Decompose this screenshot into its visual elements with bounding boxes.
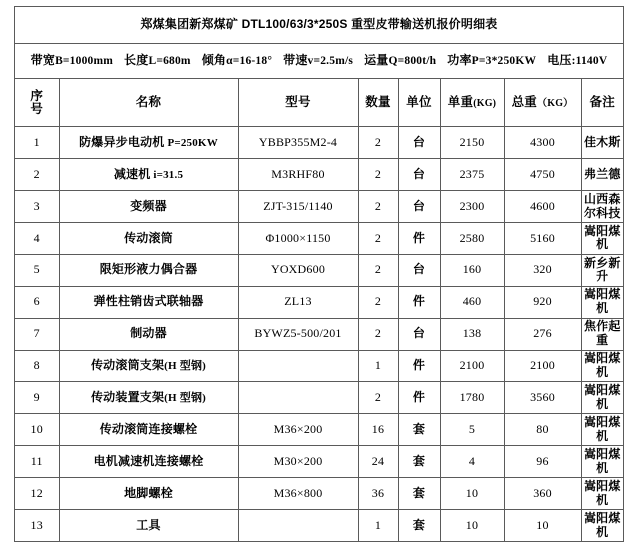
cell-quantity: 24 xyxy=(358,446,398,478)
cell-quantity: 16 xyxy=(358,414,398,446)
cell-name xyxy=(59,318,238,350)
cell-unit: 套 xyxy=(398,478,440,510)
cell-name xyxy=(59,382,238,414)
cell-model xyxy=(238,382,358,414)
cell-remark: 嵩阳煤机 xyxy=(581,382,623,414)
cell-quantity: 2 xyxy=(358,159,398,191)
cell-name-main: 弹性柱销齿式联轴器 xyxy=(93,294,204,309)
cell-index: 10 xyxy=(15,414,59,446)
cell-index: 11 xyxy=(15,446,59,478)
param-power: 功率P=3*250KW xyxy=(447,52,537,67)
cell-quantity: 2 xyxy=(358,191,398,223)
cell-name-main: 防爆异步电动机 xyxy=(79,134,165,149)
cell-name-suffix: (H 型钢) xyxy=(164,360,207,373)
column-header-quantity: 数量 xyxy=(358,78,398,126)
column-header-model: 型号 xyxy=(238,78,358,126)
cell-name-main: 电机减速机连接螺栓 xyxy=(93,453,204,468)
column-header-unit: 单位 xyxy=(398,78,440,126)
cell-total-weight: 320 xyxy=(504,254,581,286)
table-row xyxy=(15,510,623,541)
cell-total-weight: 4300 xyxy=(504,127,581,159)
cell-model: ZJT-315/1140 xyxy=(238,191,358,223)
quotation-sheet xyxy=(14,6,624,542)
cell-unit-weight: 4 xyxy=(440,446,504,478)
table-row xyxy=(15,446,623,478)
table-header-row xyxy=(15,78,623,126)
cell-total-weight: 96 xyxy=(504,446,581,478)
table-row xyxy=(15,254,623,286)
cell-name-main: 减速机 xyxy=(113,166,151,181)
cell-name-main: 工具 xyxy=(136,517,161,532)
cell-model: Φ1000×1150 xyxy=(238,223,358,255)
table-row xyxy=(15,286,623,318)
cell-name xyxy=(59,223,238,255)
cell-model xyxy=(238,510,358,541)
cell-name xyxy=(59,254,238,286)
cell-model: BYWZ5-500/201 xyxy=(238,318,358,350)
cell-quantity: 2 xyxy=(358,223,398,255)
cell-name xyxy=(59,414,238,446)
cell-unit-weight: 2375 xyxy=(440,159,504,191)
cell-name-main: 传动滚筒连接螺栓 xyxy=(99,421,198,436)
cell-model xyxy=(238,350,358,382)
cell-name-suffix: i=31.5 xyxy=(150,168,184,181)
table-body xyxy=(15,7,623,541)
cell-remark: 嵩阳煤机 xyxy=(581,286,623,318)
cell-unit: 件 xyxy=(398,223,440,255)
cell-total-weight: 80 xyxy=(504,414,581,446)
page-title: 郑煤集团新郑煤矿 DTL100/63/3*250S 重型皮带输送机报价明细表 xyxy=(15,7,623,44)
param-length: 长度L=680m xyxy=(124,52,191,67)
cell-name-main: 变频器 xyxy=(130,198,167,213)
total-weight-unit: （KG） xyxy=(537,98,574,110)
cell-quantity: 2 xyxy=(358,286,398,318)
cell-unit-weight: 10 xyxy=(440,510,504,541)
cell-unit: 台 xyxy=(398,318,440,350)
cell-model: YOXD600 xyxy=(238,254,358,286)
cell-remark: 嵩阳煤机 xyxy=(581,446,623,478)
cell-name-suffix: (H 型钢) xyxy=(164,392,207,404)
cell-index: 13 xyxy=(15,510,59,541)
cell-name-suffix: P=250KW xyxy=(164,136,218,149)
cell-name xyxy=(59,446,238,478)
cell-unit-weight: 2150 xyxy=(440,127,504,159)
cell-quantity: 2 xyxy=(358,318,398,350)
cell-remark: 弗兰德 xyxy=(581,159,623,191)
conveyor-parameters xyxy=(15,44,623,79)
param-capacity: 运量Q=800t/h xyxy=(364,52,437,67)
cell-quantity: 1 xyxy=(358,350,398,382)
table-row xyxy=(15,223,623,255)
cell-unit: 套 xyxy=(398,414,440,446)
param-belt-speed: 带速v=2.5m/s xyxy=(283,52,354,67)
quotation-table xyxy=(15,7,623,541)
cell-name-main: 传动装置支架 xyxy=(90,390,165,404)
cell-unit-weight: 460 xyxy=(440,286,504,318)
column-header-index-line1: 序 xyxy=(30,88,44,103)
cell-remark: 新乡新升 xyxy=(581,254,623,286)
title-row xyxy=(15,7,623,44)
cell-quantity: 36 xyxy=(358,478,398,510)
param-incline-angle: 倾角α=16-18° xyxy=(201,52,273,67)
column-header-name: 名称 xyxy=(59,78,238,126)
cell-unit: 件 xyxy=(398,350,440,382)
cell-total-weight: 276 xyxy=(504,318,581,350)
cell-total-weight: 4750 xyxy=(504,159,581,191)
column-header-total-weight xyxy=(504,78,581,126)
cell-index: 5 xyxy=(15,254,59,286)
cell-remark: 嵩阳煤机 xyxy=(581,414,623,446)
cell-quantity: 2 xyxy=(358,382,398,414)
cell-name xyxy=(59,478,238,510)
cell-total-weight: 3560 xyxy=(504,382,581,414)
cell-name xyxy=(59,510,238,541)
table-row xyxy=(15,382,623,414)
cell-total-weight: 360 xyxy=(504,478,581,510)
table-row xyxy=(15,478,623,510)
cell-remark: 焦作起重 xyxy=(581,318,623,350)
cell-unit: 台 xyxy=(398,254,440,286)
parameters-row xyxy=(15,44,623,79)
cell-quantity: 1 xyxy=(358,510,398,541)
cell-index: 3 xyxy=(15,191,59,223)
cell-total-weight: 920 xyxy=(504,286,581,318)
cell-index: 8 xyxy=(15,350,59,382)
cell-unit-weight: 2580 xyxy=(440,223,504,255)
cell-unit-weight: 160 xyxy=(440,254,504,286)
column-header-index-line2: 号 xyxy=(30,101,44,116)
cell-unit: 件 xyxy=(398,286,440,318)
cell-unit: 台 xyxy=(398,191,440,223)
cell-index: 7 xyxy=(15,318,59,350)
cell-unit-weight: 1780 xyxy=(440,382,504,414)
param-voltage: 电压:1140V xyxy=(547,52,608,67)
cell-unit-weight: 2100 xyxy=(440,350,504,382)
table-row xyxy=(15,318,623,350)
cell-unit: 套 xyxy=(398,446,440,478)
cell-total-weight: 2100 xyxy=(504,350,581,382)
table-row xyxy=(15,350,623,382)
table-row xyxy=(15,127,623,159)
cell-name xyxy=(59,191,238,223)
unit-weight-unit: (KG) xyxy=(473,98,497,110)
cell-name-main: 传动滚筒支架 xyxy=(90,358,165,373)
cell-unit-weight: 2300 xyxy=(440,191,504,223)
cell-remark: 山西森尔科技 xyxy=(581,191,623,223)
cell-index: 9 xyxy=(15,382,59,414)
cell-index: 4 xyxy=(15,223,59,255)
cell-index: 2 xyxy=(15,159,59,191)
cell-model: ZL13 xyxy=(238,286,358,318)
cell-quantity: 2 xyxy=(358,254,398,286)
cell-model: M36×800 xyxy=(238,478,358,510)
cell-total-weight: 10 xyxy=(504,510,581,541)
column-header-index xyxy=(15,78,59,126)
cell-name xyxy=(59,127,238,159)
cell-name-main: 传动滚筒 xyxy=(124,230,173,245)
cell-index: 6 xyxy=(15,286,59,318)
cell-model: YBBP355M2-4 xyxy=(238,127,358,159)
cell-name-main: 地脚螺栓 xyxy=(124,485,173,500)
cell-model: M30×200 xyxy=(238,446,358,478)
cell-unit-weight: 10 xyxy=(440,478,504,510)
cell-unit: 套 xyxy=(398,510,440,541)
column-header-remark: 备注 xyxy=(581,78,623,126)
cell-name-main: 制动器 xyxy=(130,326,167,341)
cell-total-weight: 4600 xyxy=(504,191,581,223)
cell-model: M36×200 xyxy=(238,414,358,446)
cell-remark: 嵩阳煤机 xyxy=(581,350,623,382)
cell-name-main: 限矩形液力偶合器 xyxy=(99,262,198,277)
cell-name xyxy=(59,286,238,318)
table-row xyxy=(15,414,623,446)
cell-remark: 佳木斯 xyxy=(581,127,623,159)
param-belt-width: 带宽B=1000mm xyxy=(30,52,114,67)
cell-name xyxy=(59,159,238,191)
cell-quantity: 2 xyxy=(358,127,398,159)
table-row xyxy=(15,159,623,191)
cell-unit-weight: 5 xyxy=(440,414,504,446)
cell-index: 12 xyxy=(15,478,59,510)
cell-model: M3RHF80 xyxy=(238,159,358,191)
cell-unit: 台 xyxy=(398,127,440,159)
cell-name xyxy=(59,350,238,382)
table-row xyxy=(15,191,623,223)
cell-remark: 嵩阳煤机 xyxy=(581,510,623,541)
cell-unit-weight: 138 xyxy=(440,318,504,350)
cell-index: 1 xyxy=(15,127,59,159)
cell-remark: 嵩阳煤机 xyxy=(581,223,623,255)
total-weight-label: 总重 xyxy=(511,95,538,110)
cell-remark: 嵩阳煤机 xyxy=(581,478,623,510)
unit-weight-label: 单重 xyxy=(447,95,474,110)
cell-unit: 件 xyxy=(398,382,440,414)
column-header-unit-weight xyxy=(440,78,504,126)
cell-total-weight: 5160 xyxy=(504,223,581,255)
cell-unit: 台 xyxy=(398,159,440,191)
